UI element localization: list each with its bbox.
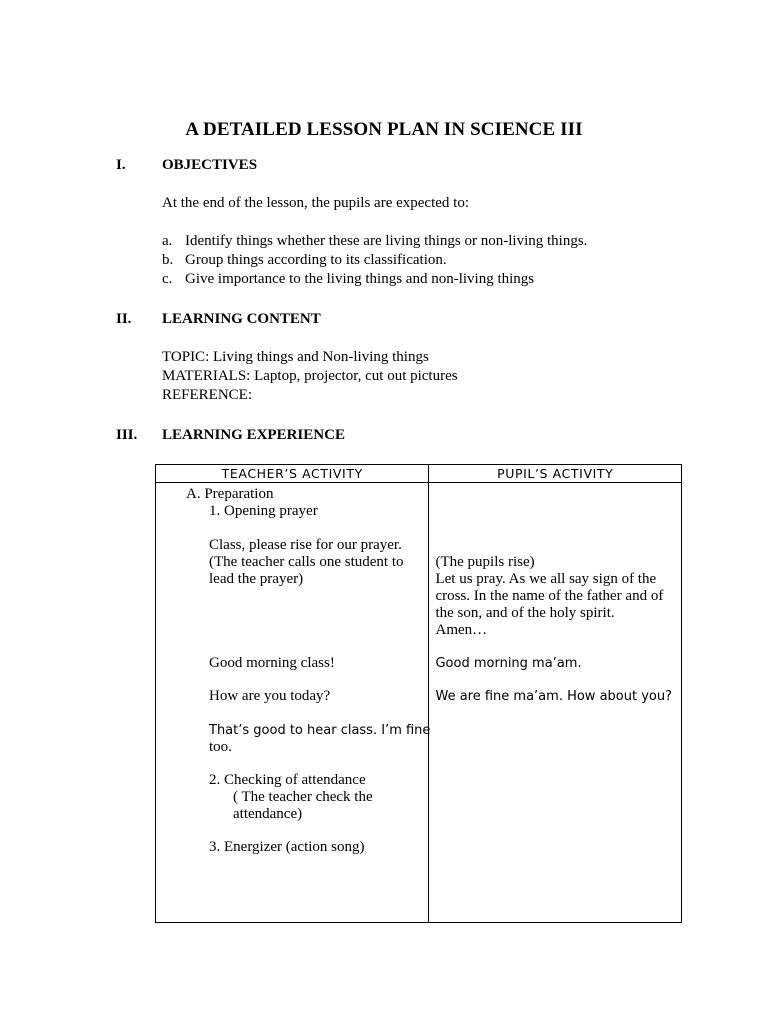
list-marker: a. xyxy=(162,233,173,249)
opening-prayer-label: 1. Opening prayer xyxy=(209,503,318,519)
pupil-pray-line-1: Let us pray. As we all say sign of the xyxy=(435,571,657,587)
list-item-text: Group things according to its classification. xyxy=(185,252,447,268)
table-header-row xyxy=(156,465,682,483)
materials-line: MATERIALS: Laptop, projector, cut out pictures xyxy=(162,368,458,384)
section-heading-learning-content: LEARNING CONTENT xyxy=(162,311,321,327)
section-number-learning-content: II. xyxy=(116,311,132,327)
section-number-learning-experience: III. xyxy=(116,427,138,443)
pupil-pray-line-2: cross. In the name of the father and of xyxy=(435,588,664,604)
header-teachers-activity: TEACHER’S ACTIVITY xyxy=(156,465,429,483)
list-item-text: Identify things whether these are living things or non-living things. xyxy=(185,233,588,249)
pupil-amen: Amen… xyxy=(435,622,488,638)
list-item-text: Give importance to the living things and non-living things xyxy=(185,271,535,287)
pupil-rise: (The pupils rise) xyxy=(435,554,535,570)
attendance-note-line-1: ( The teacher check the xyxy=(233,789,373,805)
list-marker: c. xyxy=(162,271,173,287)
teacher-greeting: Good morning class! xyxy=(209,655,335,671)
attendance-note-line-2: attendance) xyxy=(233,806,303,822)
pupil-pray-line-3: the son, and of the holy spirit. xyxy=(435,605,615,621)
section-heading-objectives: OBJECTIVES xyxy=(162,157,258,173)
pupil-reply-greeting: Good morning ma’am. xyxy=(435,656,582,671)
energizer-label: 3. Energizer (action song) xyxy=(209,839,365,855)
section-heading-learning-experience: LEARNING EXPERIENCE xyxy=(162,427,345,443)
teacher-rise-line-3: lead the prayer) xyxy=(209,571,304,587)
teacher-rise-line-2: (The teacher calls one student to xyxy=(209,554,404,570)
objective-item xyxy=(162,233,587,250)
objective-item xyxy=(162,252,447,269)
pupil-activity-cell xyxy=(429,483,682,923)
table-row xyxy=(156,483,682,923)
pupil-reply-fine: We are fine ma’am. How about you? xyxy=(435,689,672,704)
objective-item xyxy=(162,271,534,288)
teacher-rise-line-1: Class, please rise for our prayer. xyxy=(209,537,402,553)
topic-line: TOPIC: Living things and Non-living things xyxy=(162,349,429,365)
teacher-activity-cell xyxy=(156,483,429,923)
header-pupils-activity: PUPIL’S ACTIVITY xyxy=(429,465,682,483)
reference-line: REFERENCE: xyxy=(162,387,253,403)
objectives-intro: At the end of the lesson, the pupils are expected to: xyxy=(162,195,469,211)
section-number-objectives: I. xyxy=(116,157,126,173)
document-title: A DETAILED LESSON PLAN IN SCIENCE III xyxy=(185,119,583,140)
list-marker: b. xyxy=(162,252,174,268)
attendance-label: 2. Checking of attendance xyxy=(209,772,366,788)
activity-table xyxy=(155,464,682,923)
preparation-label: A. Preparation xyxy=(186,486,274,502)
teacher-fine-line-1: That’s good to hear class. I’m fine xyxy=(209,723,431,738)
teacher-how-are-you: How are you today? xyxy=(209,688,331,704)
teacher-fine-line-2: too. xyxy=(209,739,232,755)
